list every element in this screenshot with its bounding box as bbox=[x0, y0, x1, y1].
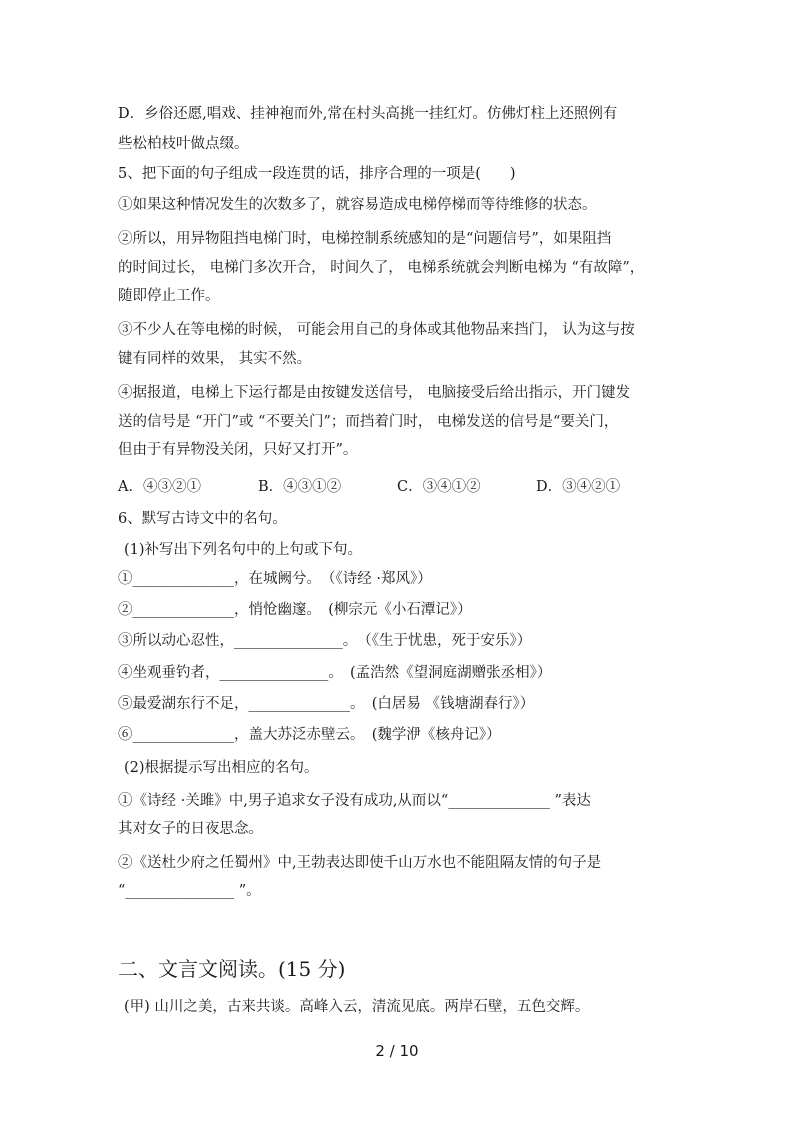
q6-part2-item-2-line2: “_______________ ”。 bbox=[118, 883, 261, 899]
q5-sentence-3-line1: ③不少人在等电梯的时候， 可能会用自己的身体或其他物品来挡门， 认为这与按 bbox=[118, 322, 635, 338]
q5-sentence-2-line3: 随即停止工作。 bbox=[118, 288, 220, 304]
q6-part2-heading: (2)根据提示写出相应的名句。 bbox=[124, 760, 319, 776]
q5-stem: 5、把下面的句子组成一段连贯的话，排序合理的一项是( ) bbox=[118, 166, 516, 182]
q6-item-4: ④坐观垂钓者，_______________。 (孟浩然《望洞庭湖赠张丞相》） bbox=[118, 665, 552, 681]
q5-option-a: A．④③②① bbox=[118, 479, 201, 495]
q6-part2-item-2-line1: ②《送杜少府之任蜀州》中,王勃表达即使千山万水也不能阻隔友情的句子是 bbox=[118, 855, 602, 871]
q5-sentence-2-line2: 的时间过长， 电梯门多次开合， 时间久了， 电梯系统就会判断电梯为 “有故障”， bbox=[118, 260, 645, 276]
q5-sentence-4-line2: 送的信号是 “开门”或 “不要关门”；而挡着门时， 电梯发送的信号是“要关门， bbox=[118, 414, 619, 430]
q5-option-b: B．④③①② bbox=[258, 479, 342, 495]
q5-option-c: C．③④①② bbox=[397, 479, 481, 495]
q5-sentence-2-line1: ②所以，用异物阻挡电梯门时，电梯控制系统感知的是“问题信号”，如果阻挡 bbox=[118, 231, 612, 247]
q6-item-2: ②______________，悄怆幽邃。 (柳宗元《小石潭记》） bbox=[118, 602, 472, 618]
q4-option-d-line2: 些松柏枝叶做点缀。 bbox=[118, 136, 249, 152]
q6-item-6: ⑥______________，盖大苏泛赤壁云。 (魏学洢《核舟记》） bbox=[118, 727, 501, 743]
q5-option-d: D．③④②① bbox=[536, 479, 621, 495]
passage-jia-line1: (甲) 山川之美，古来共谈。高峰入云，清流见底。两岸石壁，五色交辉。 bbox=[124, 999, 590, 1015]
q5-sentence-4-line1: ④据报道，电梯上下运行都是由按键发送信号， 电脑接受后给出指示，开门键发 bbox=[118, 385, 631, 401]
q6-stem: 6、默写古诗文中的名句。 bbox=[118, 511, 287, 527]
q6-item-1: ①______________，在城阙兮。 （《诗经 ·郑风》） bbox=[118, 571, 432, 587]
q6-part1-heading: (1)补写出下列名句中的上句或下句。 bbox=[124, 542, 363, 558]
q5-sentence-3-line2: 键有同样的效果， 其实不然。 bbox=[118, 351, 312, 367]
q5-sentence-1: ①如果这种情况发生的次数多了，就容易造成电梯停梯而等待维修的状态。 bbox=[118, 197, 597, 213]
q6-item-3: ③所以动心忍性，_______________。 （《生于忧患，死于安乐》） bbox=[118, 633, 532, 649]
section-2-title: 二、文言文阅读。(15 分) bbox=[118, 957, 346, 981]
q4-option-d-line1: D．乡俗还愿,唱戏、挂神袍而外,常在村头高挑一挂红灯。仿佛灯柱上还照例有 bbox=[118, 106, 618, 122]
q6-item-5: ⑤最爱湖东行不足，______________。 (白居易 《钱塘湖春行》） bbox=[118, 696, 535, 712]
q6-part2-item-1-line2: 其对女子的日夜思念。 bbox=[118, 821, 263, 837]
page-number: 2 / 10 bbox=[375, 1042, 419, 1060]
q6-part2-item-1-line1: ①《诗经 ·关雎》中,男子追求女子没有成功,从而以“______________ ”表达 bbox=[118, 793, 591, 809]
q5-sentence-4-line3: 但由于有异物没关闭，只好又打开”。 bbox=[118, 442, 358, 458]
